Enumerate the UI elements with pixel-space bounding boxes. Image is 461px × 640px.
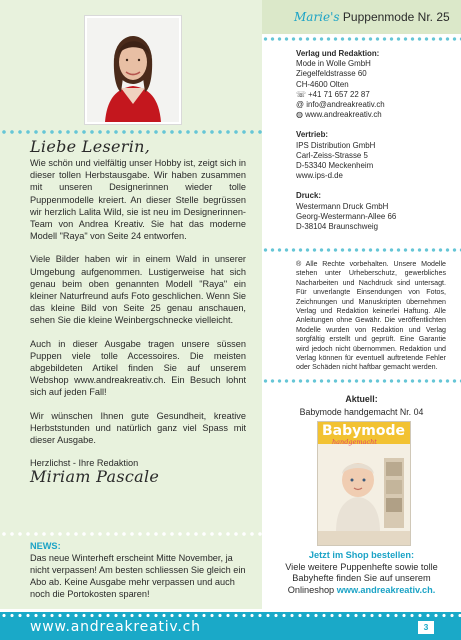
dotted-divider <box>262 36 461 42</box>
letter-paragraph: Wir wünschen Ihnen gute Gesundheit, kreative Herbststunden und natürlich ganz viel Spass mit dieser Ausgabe. <box>30 410 246 446</box>
imprint-line: Westermann Druck GmbH <box>296 201 389 211</box>
cover-footer <box>318 531 410 545</box>
imprint <box>296 49 446 242</box>
magazine-issue: Puppenmode Nr. 25 <box>342 10 450 24</box>
magazine-title <box>294 10 450 24</box>
news-divider <box>0 531 262 537</box>
editor-photo <box>85 16 181 124</box>
news-title: NEWS: <box>30 541 61 551</box>
imprint-print <box>296 191 446 232</box>
page-number: 3 <box>418 621 434 634</box>
letter-paragraph: Auch in dieser Ausgabe tragen unsere süssen Puppen viele tolle Accessoires. Die meisten abgebildeten Artikel finden Sie auf unserem Webshop www.andreakreativ.ch. Ein Besuch lohnt sich auf jeden Fall! <box>30 338 246 398</box>
imprint-heading: Verlag und Redaktion: <box>296 49 380 58</box>
shop-callout-line: Viele weitere Puppenhefte sowie tolle <box>285 561 438 572</box>
dotted-divider <box>0 128 262 136</box>
news-text: Das neue Winterheft erscheint Mitte November, ja nicht verpassen! Am besten schliessen Sie gleich ein Abo ab. Keine Ausgabe mehr verpassen und auch noch die Portokosten sparen! <box>30 553 246 599</box>
letter-paragraph: Wie schön und vielfältig unser Hobby ist, zeigt sich in dieser tollen Herbstausgabe. Wir haben zusammen mit unseren Designerinnen wieder tolle Puppenmodelle kreiert. An dieser Stelle begrüssen wir herzlich Lalita Wild, sie ist neu im Designerinnen-Team von Andrea Kreativ. Sie hat das moderne Modell "Raya" von Seite 24 entworfen. <box>30 158 247 242</box>
cover-title: Babymode <box>322 423 405 439</box>
imprint-heading: Vertrieb: <box>296 130 329 140</box>
footer-dots <box>0 613 461 618</box>
imprint-line: Ziegelfeldstrasse 60 <box>296 69 367 79</box>
cover-subtitle: handgemacht <box>332 438 377 446</box>
imprint-line: CH-4600 Olten <box>296 79 349 89</box>
imprint-line: IPS Distribution GmbH <box>296 140 376 150</box>
letter-greeting: Liebe Leserin, <box>30 137 151 156</box>
website-link[interactable]: ◍ www.andreakreativ.ch <box>296 110 382 120</box>
imprint-line: D-38104 Braunschweig <box>296 222 379 232</box>
current-issue-title: Babymode handgemacht Nr. 04 <box>299 407 424 417</box>
baby-illustration <box>318 422 410 545</box>
footer-website-link[interactable]: www.andreakreativ.ch <box>30 619 201 635</box>
imprint-publisher <box>296 49 446 120</box>
shop-callout-line <box>262 585 461 597</box>
news-box <box>30 540 250 600</box>
dotted-divider <box>262 378 461 384</box>
imprint-line: D-53340 Meckenheim <box>296 161 374 171</box>
email-link[interactable]: @ info@andreakreativ.ch <box>296 100 385 110</box>
imprint-distribution <box>296 130 446 181</box>
shop-callout-line: Babyhefte finden Sie auf unserem <box>292 573 431 584</box>
shop-callout <box>262 550 461 596</box>
imprint-heading: Druck: <box>296 191 321 201</box>
current-issue-label: Aktuell: <box>345 394 378 404</box>
shop-link[interactable]: www.andreakreativ.ch. <box>336 584 436 595</box>
letter-paragraph: Viele Bilder haben wir in einem Wald in unserer Umgebung aufgenommen. Lustigerweise hat sich genau beim oben genannten Modell "Raya" ein kleiner Naturfreund aufs Foto geschlichen. Wenn Sie das kleine Bild von Seite 25 genau anschauen, sehen Sie die kleine Weinbergschnecke vielleicht. <box>30 254 246 326</box>
issue-cover-image[interactable] <box>317 421 411 546</box>
editorial-letter <box>30 157 246 480</box>
magazine-brand: Marie's <box>294 10 340 24</box>
shop-callout-heading: Jetzt im Shop bestellen: <box>308 550 415 560</box>
shop-callout-prefix: Onlineshop <box>287 584 337 595</box>
imprint-line: Carl-Zeiss-Strasse 5 <box>296 150 368 160</box>
imprint-line: Georg-Westermann-Allee 66 <box>296 211 397 221</box>
phone-line[interactable]: ☏ +41 71 657 22 87 <box>296 89 370 99</box>
dotted-divider <box>262 247 461 253</box>
legal-notice: ® Alle Rechte vorbehalten. Unsere Modelle stehen unter Urheberschutz, gewerbliches Nacharbeiten und Nachdruck sind untersagt. Für unverlangte Einsendungen von Fotos, Zeichnungen und Manuskripten übernehmen Verlag und Redaktion keinerlei Haftung. Alle Anleitungen ohne Gewähr. Die veröffentlichten Modelle wurden von Redaktion und Verlag sorgfältig erstellt und geprüft. Eine Garantie wird jedoch nicht übernommen. Redaktion und Verlag können für eventuell auftretende Fehler oder Schäden nicht haftbar gemacht werden. <box>296 260 446 372</box>
imprint-line: Mode in Wolle GmbH <box>296 59 371 69</box>
editor-signature: Miriam Pascale <box>30 467 160 486</box>
website-link[interactable]: www.ips-d.de <box>296 171 343 181</box>
letter-closing: Herzlichst - Ihre Redaktion <box>30 458 139 469</box>
